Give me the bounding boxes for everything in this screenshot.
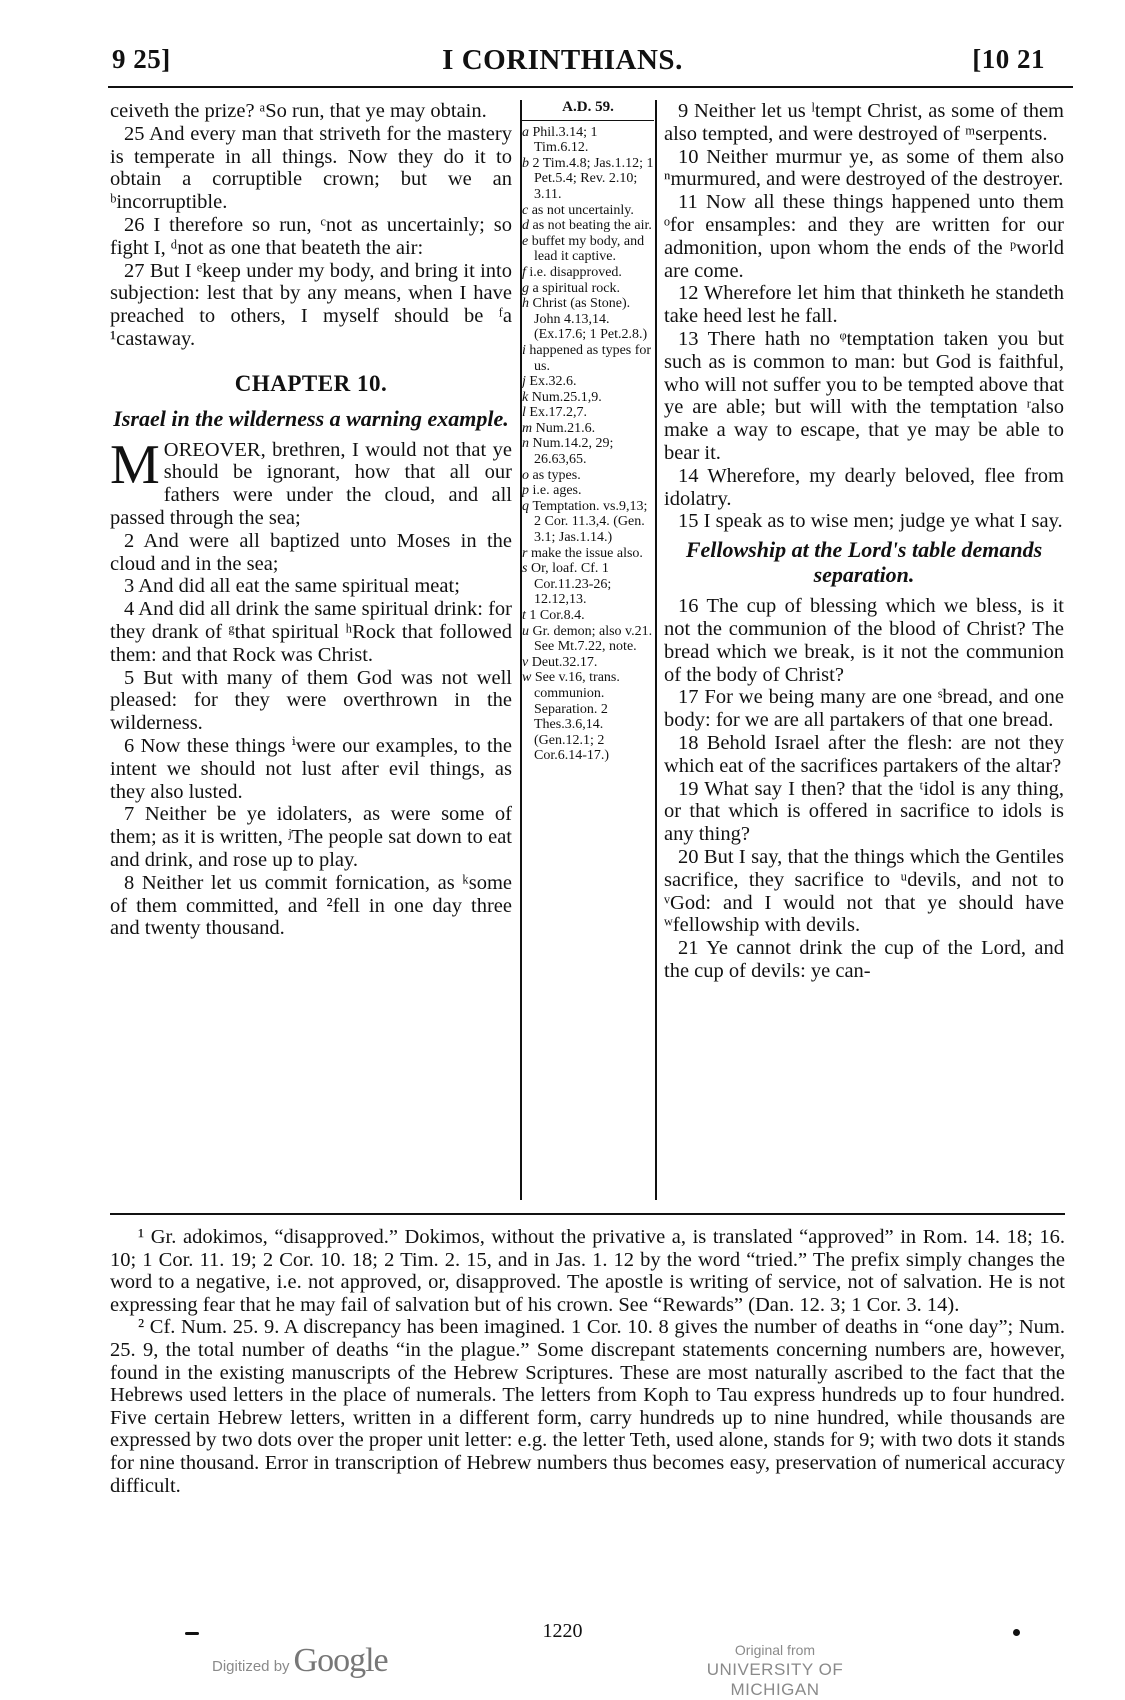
- footnotes: [110, 1226, 1065, 1497]
- verse-2: 2 And were all baptized unto Moses in the cloud and in the sea;: [110, 529, 512, 575]
- reference-key: e: [522, 233, 532, 249]
- reference-text: Deut.32.17.: [531, 654, 598, 670]
- cross-reference: [522, 624, 654, 655]
- reference-text: Or, loaf. Cf. 1 Cor.11.23-26; 12.12,13.: [530, 561, 612, 608]
- reference-key: q: [522, 498, 533, 514]
- cross-reference: [522, 405, 654, 421]
- verse-8: 8 Neither let us commit fornication, as ᵏsome of them committed, and ²fell in one day three and twenty thousand.: [110, 871, 512, 940]
- verse-6: 6 Now these things ⁱwere our examples, to the intent we should not lust after evil things, as they also lusted.: [110, 734, 512, 803]
- header-right-ref: [10 21: [972, 44, 1045, 74]
- cross-reference: [522, 265, 654, 281]
- print-speck: [1013, 1629, 1020, 1636]
- reference-text: as not uncertainly.: [531, 202, 634, 218]
- reference-key: c: [522, 202, 532, 218]
- reference-key: v: [522, 654, 532, 670]
- verse-13: 13 There hath no ᵠtemptation taken you but such as is common to man: but God is faithful, who will not suffer you to be tempted above that ye are able; but will with the temptation ʳalso make a way to escape, that ye may be able to bear it.: [664, 327, 1064, 464]
- verse-1-text: OREOVER, brethren, I would not that ye should be ignorant, how that all our fathers were under the cloud, and all passed through the sea;: [110, 438, 512, 529]
- reference-text: Num.21.6.: [535, 420, 596, 436]
- footnote-2: ² Cf. Num. 25. 9. A discrepancy has been imagined. 1 Cor. 10. 8 gives the number of deaths in “one day”; Num. 25. 9, the total number of deaths “in the plague.” Some discrepant statements concerning numbers are, however, found in the existing manuscripts of the Hebrew Scriptures. These are most naturally ascribed to the fact that the Hebrews used letters in the place of numerals. The letters from Koph to Tau express hundreds up to four hundred. Five certain Hebrew letters, written in a different form, carry hundreds up to nine hundred, while thousands are expressed by two dots over the proper unit letter: e.g. the letter Teth, used alone, stands for 9; with two dots it stands for nine thousand. Error in transcription of Hebrew numbers thus becomes easy, preservation of numerical accuracy difficult.: [110, 1316, 1065, 1497]
- reference-key: o: [522, 467, 533, 483]
- reference-text: Gr. demon; also v.21. See Mt.7.22, note.: [532, 623, 653, 655]
- footnote-rule: [110, 1213, 1065, 1215]
- reference-key: h: [522, 296, 533, 312]
- cross-reference: [522, 218, 654, 234]
- column-divider-right: [655, 100, 657, 1200]
- header-left-ref: 9 25]: [112, 44, 171, 74]
- reference-text: a spiritual rock.: [532, 280, 620, 296]
- header-rule: [108, 86, 1073, 88]
- reference-key: i: [522, 342, 530, 358]
- digitized-watermark: [212, 1642, 388, 1680]
- cross-reference: [522, 499, 654, 546]
- cross-reference: [522, 125, 654, 156]
- cross-reference: [522, 561, 654, 608]
- cross-reference: [522, 203, 654, 219]
- cross-reference: [522, 281, 654, 297]
- reference-key: r: [522, 545, 531, 561]
- reference-text: Num.25.1,9.: [531, 389, 602, 405]
- reference-text: i.e. ages.: [532, 483, 582, 499]
- digitized-label: Digitized by: [212, 1658, 290, 1675]
- verse-3: 3 And did all eat the same spiritual meat;: [124, 575, 460, 598]
- reference-key: l: [522, 405, 530, 421]
- verse-26: 26 I therefore so run, ᶜnot as uncertainly; so fight I, ᵈnot as one that beateth the air:: [110, 213, 512, 259]
- chapter-heading: CHAPTER 10.: [234, 370, 388, 396]
- reference-text: Num.14.2, 29; 26.63,65.: [532, 436, 614, 468]
- section-subtitle: Fellowship at the Lord's table demands separation.: [685, 537, 1043, 588]
- cross-reference: [522, 468, 654, 484]
- verse-4: 4 And did all drink the same spiritual drink: for they drank of ᵍthat spiritual ʰRock that followed them: and that Rock was Christ.: [110, 598, 512, 666]
- reference-key: p: [522, 483, 533, 499]
- reference-text: Phil.3.14; 1 Tim.6.12.: [532, 124, 598, 156]
- reference-column: [522, 100, 654, 764]
- reference-text: Christ (as Stone). John 4.13,14. (Ex.17.6; 1 Pet.2.8.): [532, 296, 648, 343]
- reference-key: n: [522, 436, 533, 452]
- verse-15: 15 I speak as to wise men; judge ye what I say.: [678, 510, 1063, 533]
- reference-text: buffet my body, and lead it captive.: [531, 233, 645, 265]
- reference-key: u: [522, 623, 533, 639]
- verse-27: 27 But I ᵉkeep under my body, and bring it into subjection: lest that by any means, when I have preached to others, I myself should be ᶠa ¹castaway.: [110, 259, 512, 350]
- reference-text: Ex.17.2,7.: [529, 405, 587, 421]
- verse-21: 21 Ye cannot drink the cup of the Lord, and the cup of devils: ye can-: [664, 937, 1064, 982]
- book-title: I CORINTHIANS.: [442, 44, 683, 76]
- reference-text: 2 Tim.4.8; Jas.1.12; 1 Pet.5.4; Rev. 2.10; 3.11.: [532, 155, 654, 202]
- reference-text: See v.16, trans. communion. Separation. 2 Thes.3.6,14. (Gen.12.1; 2 Cor.6.14-17.): [534, 670, 620, 764]
- section-subtitle: Israel in the wilderness a warning example.: [113, 405, 509, 431]
- original-from-label: Original from: [734, 1642, 816, 1658]
- cross-reference: [522, 296, 654, 343]
- print-speck: [185, 1632, 199, 1635]
- verse-17: 17 For we being many are one ˢbread, and one body: for we are all partakers of that one bread.: [664, 686, 1064, 732]
- verse-1: [110, 433, 512, 530]
- reference-text: 1 Cor.8.4.: [529, 608, 585, 623]
- cross-reference: [522, 608, 654, 624]
- reference-text: as types.: [532, 467, 581, 483]
- reference-key: g: [522, 280, 533, 296]
- cross-reference: [522, 546, 654, 562]
- google-logo: Google: [293, 1642, 388, 1679]
- reference-key: f: [522, 264, 530, 280]
- reference-key: b: [522, 155, 533, 171]
- reference-key: a: [522, 124, 533, 140]
- cross-reference-list: [522, 125, 654, 764]
- reference-key: s: [522, 561, 531, 577]
- cross-reference: [522, 374, 654, 390]
- verse-text: ceiveth the prize? ᵃSo run, that ye may obtain.: [110, 100, 487, 122]
- cross-reference: [522, 390, 654, 406]
- reference-text: Temptation. vs.9,13; 2 Cor. 11.3,4. (Gen. 3.1; Jas.1.14.): [532, 498, 648, 546]
- reference-text: i.e. disapproved.: [529, 264, 622, 280]
- cross-reference: [522, 670, 654, 764]
- cross-reference: [522, 436, 654, 467]
- verse-19: 19 What say I then? that the ᵗidol is any thing, or that which is offered in sacrifice to idols is any thing?: [664, 777, 1064, 846]
- reference-key: m: [522, 420, 536, 436]
- reference-text: happened as types for us.: [529, 342, 652, 374]
- verse-20: 20 But I say, that the things which the Gentiles sacrifice, they sacrifice to ᵘdevils, and not to ᵛGod: and I would not that ye should have ʷfellowship with devils.: [664, 845, 1064, 937]
- running-header: [0, 44, 1125, 84]
- date-label: A.D. 59.: [522, 100, 654, 121]
- reference-text: make the issue also.: [530, 545, 643, 561]
- cross-reference: [522, 483, 654, 499]
- verse-9: 9 Neither let us ˡtempt Christ, as some of them also tempted, and were destroyed of ᵐserpents.: [664, 100, 1064, 145]
- left-text-column: [110, 100, 512, 940]
- university-label: UNIVERSITY OF MICHIGAN: [706, 1660, 844, 1699]
- verse-25: 25 And every man that striveth for the mastery is temperate in all things. Now they do it to obtain a corruptible crown; but we an ᵇincorruptible.: [110, 122, 512, 214]
- cross-reference: [522, 343, 654, 374]
- reference-key: w: [522, 670, 535, 686]
- drop-cap: M: [110, 433, 160, 496]
- verse-16: 16 The cup of blessing which we bless, is it not the communion of the blood of Christ? The bread which we break, is it not the communion of the body of Christ?: [664, 595, 1064, 686]
- right-text-column: [664, 100, 1064, 983]
- verse-14: 14 Wherefore, my dearly beloved, flee from idolatry.: [664, 464, 1064, 510]
- cross-reference: [522, 234, 654, 265]
- source-watermark: [660, 1640, 890, 1700]
- reference-text: Ex.32.6.: [529, 374, 577, 390]
- reference-key: j: [522, 374, 530, 390]
- verse-18: 18 Behold Israel after the flesh: are not they which eat of the sacrifices partakers of the altar?: [664, 731, 1064, 777]
- footnote-1: ¹ Gr. adokimos, “disapproved.” Dokimos, without the privative a, is translated “approved” in Rom. 14. 18; 16. 10; 1 Cor. 11. 19; 2 Cor. 10. 18; 2 Tim. 2. 15, and in Jas. 1. 12 by the word “tried.” The prefix simply changes the word to a negative, i.e. not approved, or, disapproved. The apostle is writing of service, not of salvation. He is not expressing fear that he may fail of salvation but of his crown. See “Rewards” (Dan. 12. 3; 1 Cor. 3. 14).: [110, 1226, 1065, 1316]
- verse-12: 12 Wherefore let him that thinketh he standeth take heed lest he fall.: [664, 282, 1064, 328]
- verse-7: 7 Neither be ye idolaters, as were some of them; as it is written, ʲThe people sat down to eat and drink, and rose up to play.: [110, 803, 512, 871]
- page-number: 1220: [542, 1620, 583, 1642]
- reference-key: t: [522, 608, 530, 623]
- verse-11: 11 Now all these things happened unto them ᵒfor ensamples: and they are written for our admonition, upon whom the ends of the ᵖworld are come.: [664, 191, 1064, 282]
- reference-key: d: [522, 218, 533, 234]
- reference-text: as not beating the air.: [532, 218, 652, 234]
- verse-10: 10 Neither murmur ye, as some of them also ⁿmurmured, and were destroyed of the destroyer.: [664, 145, 1064, 191]
- cross-reference: [522, 421, 654, 437]
- cross-reference: [522, 156, 654, 203]
- reference-key: k: [522, 389, 532, 405]
- verse-5: 5 But with many of them God was not well pleased: for they were overthrown in the wilderness.: [110, 666, 512, 735]
- cross-reference: [522, 655, 654, 671]
